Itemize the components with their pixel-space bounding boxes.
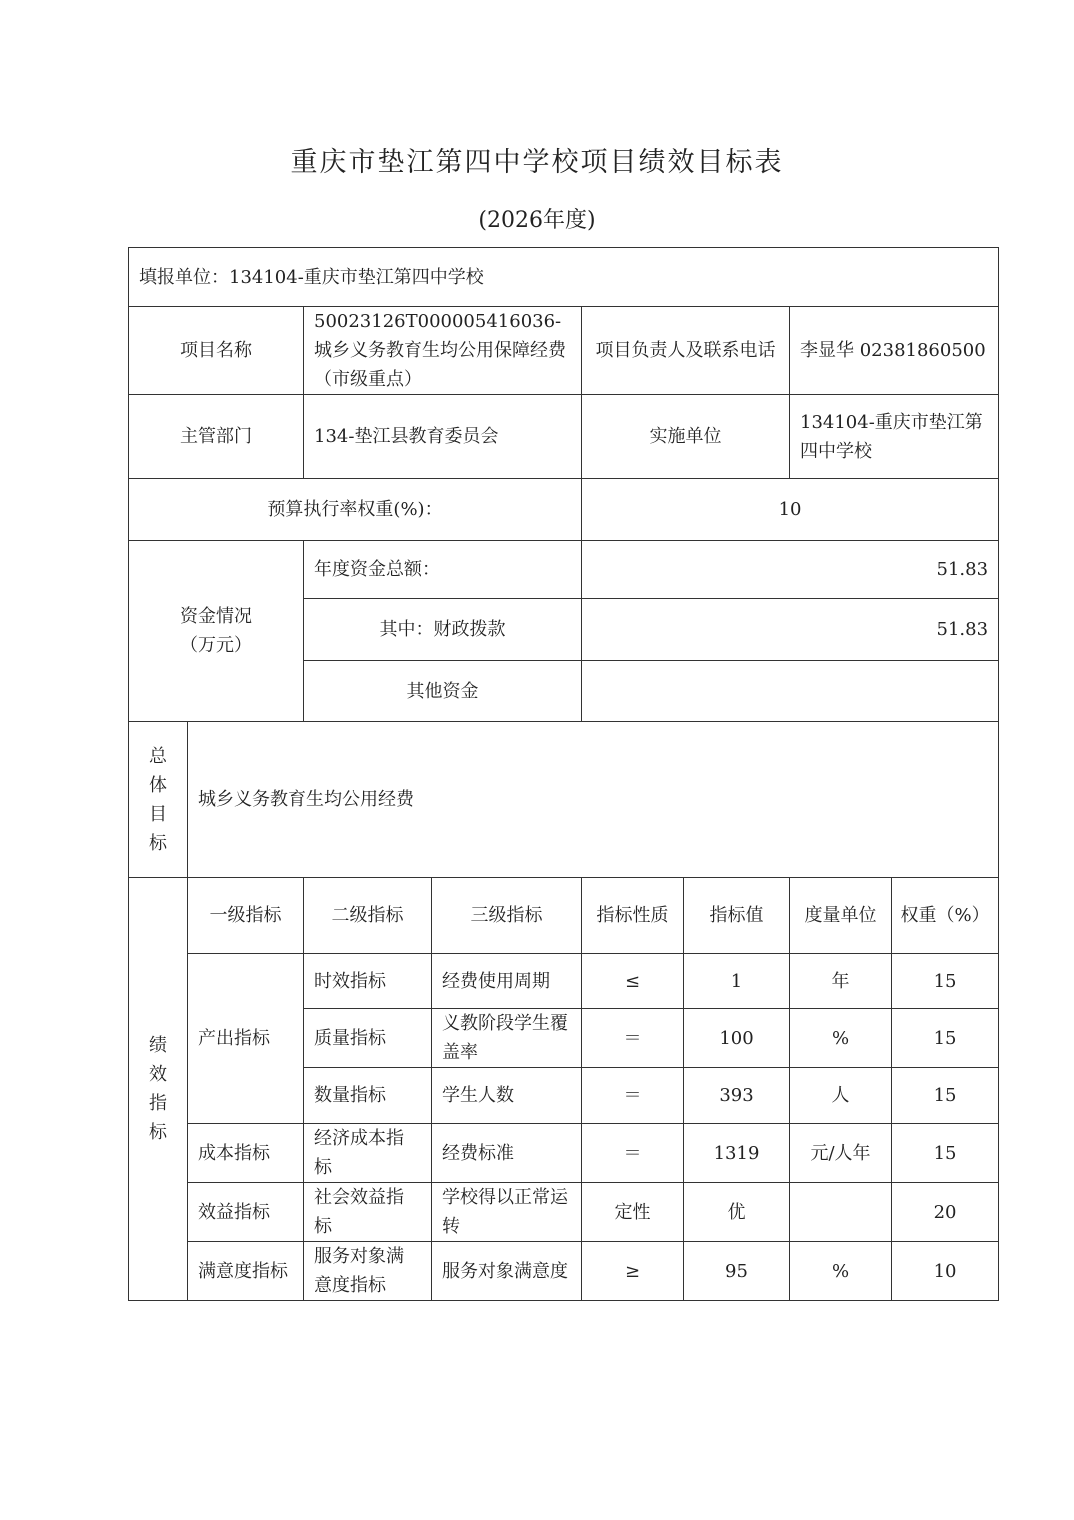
row-unit: 年 <box>790 954 892 1009</box>
header-nature: 指标性质 <box>582 878 684 954</box>
other <box>582 661 999 722</box>
other-label: 其他资金 <box>304 661 582 722</box>
row-value: 1319 <box>684 1124 790 1183</box>
row-weight: 15 <box>892 1068 999 1124</box>
row-op: ＝ <box>582 1124 684 1183</box>
impl: 134104-重庆市垫江第四中学校 <box>790 395 999 479</box>
annual-total: 51.83 <box>582 541 999 599</box>
budget-weight-label: 预算执行率权重(%)： <box>129 479 582 541</box>
row-weight: 10 <box>892 1242 999 1301</box>
row-l2: 经济成本指标 <box>304 1124 432 1183</box>
row-value: 393 <box>684 1068 790 1124</box>
row-weight: 15 <box>892 1124 999 1183</box>
row-l1: 效益指标 <box>188 1183 304 1242</box>
row-unit: % <box>790 1242 892 1301</box>
row-unit: 元/人年 <box>790 1124 892 1183</box>
page-title: 重庆市垫江第四中学校项目绩效目标表 <box>290 147 784 178</box>
reporting-unit: 填报单位：134104-重庆市垫江第四中学校 <box>129 248 999 307</box>
row-l3: 经费使用周期 <box>432 954 582 1009</box>
row-l2: 服务对象满意度指标 <box>304 1242 432 1301</box>
perf-label: 绩效指标 <box>129 878 188 1301</box>
row-l1: 满意度指标 <box>188 1242 304 1301</box>
funds-label: 资金情况（万元） <box>129 541 304 722</box>
row-l2: 数量指标 <box>304 1068 432 1124</box>
dept-label: 主管部门 <box>129 395 304 479</box>
row-value: 1 <box>684 954 790 1009</box>
row-value: 100 <box>684 1009 790 1068</box>
row-op: 定性 <box>582 1183 684 1242</box>
row-l3: 服务对象满意度 <box>432 1242 582 1301</box>
row-op: ＝ <box>582 1068 684 1124</box>
header-l1: 一级指标 <box>188 878 304 954</box>
output-label: 产出指标 <box>188 954 304 1124</box>
row-value: 优 <box>684 1183 790 1242</box>
row-l3: 学生人数 <box>432 1068 582 1124</box>
budget-weight: 10 <box>582 479 999 541</box>
page-subtitle: (2026年度) <box>478 208 596 233</box>
dept: 134-垫江县教育委员会 <box>304 395 582 479</box>
row-unit <box>790 1183 892 1242</box>
row-unit: 人 <box>790 1068 892 1124</box>
header-value: 指标值 <box>684 878 790 954</box>
row-value: 95 <box>684 1242 790 1301</box>
contact-label: 项目负责人及联系电话 <box>582 307 790 395</box>
annual-total-label: 年度资金总额： <box>304 541 582 599</box>
header-l3: 三级指标 <box>432 878 582 954</box>
project-name-label: 项目名称 <box>129 307 304 395</box>
impl-label: 实施单位 <box>582 395 790 479</box>
performance-table <box>128 247 999 1301</box>
goal: 城乡义务教育生均公用经费 <box>188 722 999 878</box>
goal-label: 总体目标 <box>129 722 188 878</box>
fiscal: 51.83 <box>582 599 999 661</box>
row-l2: 时效指标 <box>304 954 432 1009</box>
row-op: ≤ <box>582 954 684 1009</box>
header-weight: 权重（%） <box>892 878 999 954</box>
row-op: ≥ <box>582 1242 684 1301</box>
header-unit: 度量单位 <box>790 878 892 954</box>
header-l2: 二级指标 <box>304 878 432 954</box>
row-l1: 成本指标 <box>188 1124 304 1183</box>
row-l3: 义教阶段学生覆盖率 <box>432 1009 582 1068</box>
row-unit: % <box>790 1009 892 1068</box>
project-name: 50023126T000005416036-城乡义务教育生均公用保障经费（市级重点） <box>304 307 582 395</box>
row-weight: 20 <box>892 1183 999 1242</box>
contact: 李显华 02381860500 <box>790 307 999 395</box>
row-l3: 学校得以正常运转 <box>432 1183 582 1242</box>
row-l2: 社会效益指标 <box>304 1183 432 1242</box>
fiscal-label: 其中：财政拨款 <box>304 599 582 661</box>
row-l3: 经费标准 <box>432 1124 582 1183</box>
row-weight: 15 <box>892 954 999 1009</box>
row-op: ＝ <box>582 1009 684 1068</box>
row-l2: 质量指标 <box>304 1009 432 1068</box>
row-weight: 15 <box>892 1009 999 1068</box>
